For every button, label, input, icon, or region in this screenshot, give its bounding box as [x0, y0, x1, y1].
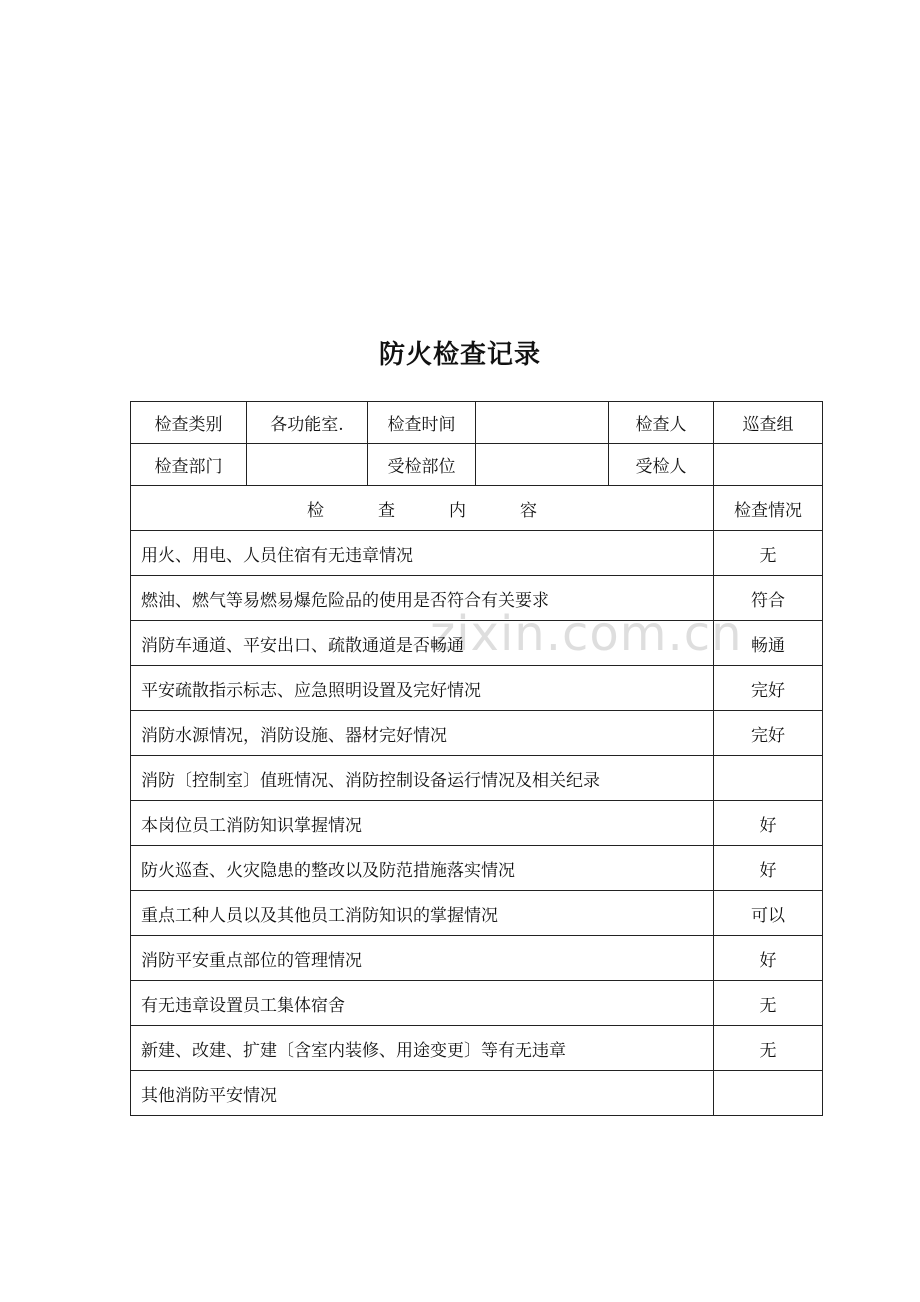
- item-content: 其他消防平安情况: [131, 1071, 714, 1116]
- content-header-char: 检: [307, 500, 324, 521]
- item-status[interactable]: 无: [714, 531, 823, 576]
- item-status[interactable]: 好: [714, 801, 823, 846]
- content-column-header: [131, 486, 714, 531]
- table-row: [131, 711, 823, 756]
- content-header-char: 内: [449, 500, 466, 521]
- table-row: [131, 891, 823, 936]
- item-content: 用火、用电、人员住宿有无违章情况: [131, 531, 714, 576]
- item-status[interactable]: 完好: [714, 666, 823, 711]
- value-inspector[interactable]: 巡查组: [714, 402, 823, 444]
- item-content: 消防水源情况，消防设施、器材完好情况: [131, 711, 714, 756]
- label-inspector: 检查人: [609, 402, 714, 444]
- section-header-row: [131, 486, 823, 531]
- item-status[interactable]: 可以: [714, 891, 823, 936]
- status-column-header: 检查情况: [714, 486, 823, 531]
- label-inspection-department: 检查部门: [131, 444, 247, 486]
- value-inspection-type[interactable]: 各功能室.: [247, 402, 368, 444]
- table-row: [131, 576, 823, 621]
- item-status[interactable]: [714, 1071, 823, 1116]
- table-row: [131, 756, 823, 801]
- table-row: [131, 666, 823, 711]
- label-inspected-place: 受检部位: [368, 444, 476, 486]
- table-row: [131, 981, 823, 1026]
- item-content: 重点工种人员以及其他员工消防知识的掌握情况: [131, 891, 714, 936]
- item-status[interactable]: 好: [714, 936, 823, 981]
- table-row: [131, 1071, 823, 1116]
- item-content: 新建、改建、扩建〔含室内装修、用途变更〕等有无违章: [131, 1026, 714, 1071]
- table-row: [131, 1026, 823, 1071]
- label-inspected-person: 受检人: [609, 444, 714, 486]
- item-status[interactable]: 符合: [714, 576, 823, 621]
- label-inspection-time: 检查时间: [368, 402, 476, 444]
- value-inspection-time[interactable]: [476, 402, 609, 444]
- document-title: 防火检查记录: [378, 340, 541, 370]
- value-inspection-department[interactable]: [247, 444, 368, 486]
- value-inspected-place[interactable]: [476, 444, 609, 486]
- item-status[interactable]: [714, 756, 823, 801]
- table-row: [131, 801, 823, 846]
- item-content: 有无违章设置员工集体宿舍: [131, 981, 714, 1026]
- item-content: 消防平安重点部位的管理情况: [131, 936, 714, 981]
- label-inspection-type: 检查类别: [131, 402, 247, 444]
- value-inspected-person[interactable]: [714, 444, 823, 486]
- item-content: 平安疏散指示标志、应急照明设置及完好情况: [131, 666, 714, 711]
- item-content: 本岗位员工消防知识掌握情况: [131, 801, 714, 846]
- item-content: 消防〔控制室〕值班情况、消防控制设备运行情况及相关纪录: [131, 756, 714, 801]
- inspection-table: [130, 401, 823, 1116]
- item-status[interactable]: 完好: [714, 711, 823, 756]
- table-row: [131, 621, 823, 666]
- header-row-1: [131, 402, 823, 444]
- item-status[interactable]: 无: [714, 981, 823, 1026]
- content-header-char: 容: [520, 500, 537, 521]
- item-status[interactable]: 好: [714, 846, 823, 891]
- content-header-char: 查: [378, 500, 395, 521]
- item-content: 防火巡查、火灾隐患的整改以及防范措施落实情况: [131, 846, 714, 891]
- table-row: [131, 531, 823, 576]
- table-row: [131, 846, 823, 891]
- table-row: [131, 936, 823, 981]
- watermark: zixin.com.cn: [430, 606, 743, 662]
- header-row-2: [131, 444, 823, 486]
- item-status[interactable]: 畅通: [714, 621, 823, 666]
- item-content: 燃油、燃气等易燃易爆危险品的使用是否符合有关要求: [131, 576, 714, 621]
- item-content: 消防车通道、平安出口、疏散通道是否畅通: [131, 621, 714, 666]
- item-status[interactable]: 无: [714, 1026, 823, 1071]
